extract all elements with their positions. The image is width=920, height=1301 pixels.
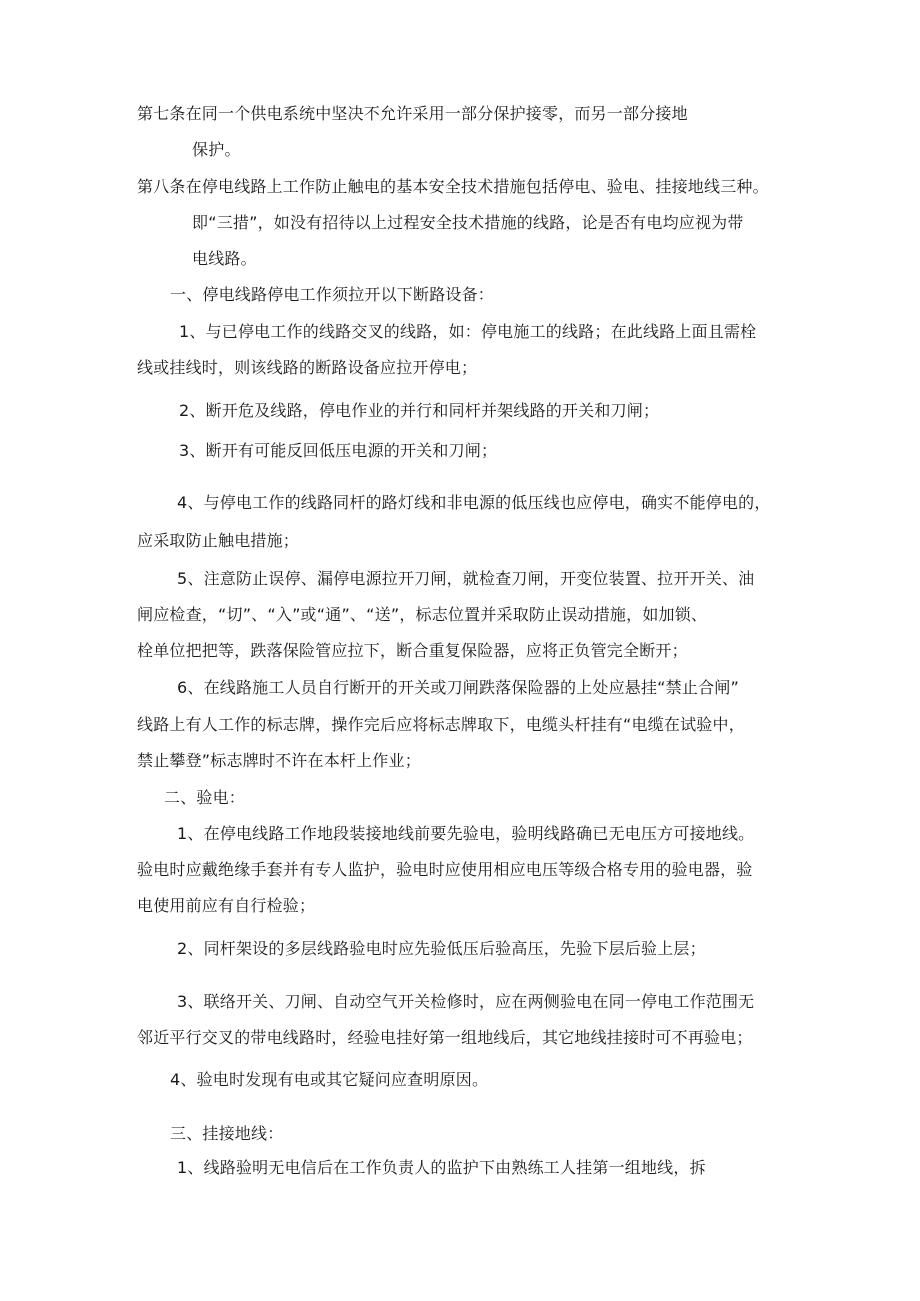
text-line: 1、与已停电工作的线路交叉的线路，如：停电施工的线路；在此线路上面且需栓	[179, 322, 757, 341]
text-line: 1、线路验明无电信后在工作负责人的监护下由熟练工人挂第一组地线，拆	[177, 1158, 706, 1177]
text-line: 栓单位把把等，跌落保险管应拉下，断合重复保险器，应将正负管完全断开；	[137, 641, 688, 660]
text-line: 1、在停电线路工作地段装接地线前要先验电，验明线路确已无电压方可接地线。	[177, 824, 755, 843]
text-line: 闸应检查，“切”、“入”或“通”、“送”，标志位置并采取防止误动措施，如加锁、	[137, 605, 708, 624]
text-line: 3、联络开关、刀闸、自动空气开关检修时，应在两侧验电在同一停电工作范围无	[177, 992, 755, 1011]
text-line: 4、验电时发现有电或其它疑问应查明原因。	[170, 1070, 489, 1089]
text-line: 验电时应戴绝缘手套并有专人监护，验电时应使用相应电压等级合格专用的验电器，验	[137, 860, 753, 879]
text-line: 线或挂线时，则该线路的断路设备应拉开停电；	[137, 358, 478, 377]
section-heading: 三、挂接地线：	[170, 1124, 284, 1143]
text-line: 6、在线路施工人员自行断开的开关或刀闸跌落保险器的上处应悬挂“禁止合闸”	[177, 678, 739, 697]
text-line: 2、断开危及线路，停电作业的并行和同杆并架线路的开关和刀闸；	[179, 401, 660, 420]
text-line: 应采取防止触电措施；	[137, 531, 300, 550]
text-line: 邻近平行交叉的带电线路时，经验电挂好第一组地线后，其它地线挂接时可不再验电；	[137, 1028, 753, 1047]
text-line: 第八条在停电线路上工作防止触电的基本安全技术措施包括停电、验电、挂接地线三种。	[137, 177, 769, 196]
text-line: 保护。	[192, 140, 241, 159]
section-heading: 一、停电线路停电工作须拉开以下断路设备：	[170, 285, 495, 304]
text-line: 电线路。	[192, 249, 257, 268]
text-line: 即“三措”，如没有招待以上过程安全技术措施的线路，论是否有电均应视为带	[192, 213, 744, 232]
text-line: 线路上有人工作的标志牌，操作完后应将标志牌取下，电缆头杆挂有“电缆在试验中，	[137, 715, 745, 734]
text-line: 第七条在同一个供电系统中坚决不允许采用一部分保护接零，而另一部分接地	[137, 104, 688, 123]
section-heading: 二、验电：	[164, 788, 246, 807]
text-line: 4、与停电工作的线路同杆的路灯线和非电源的低压线也应停电，确实不能停电的，	[177, 493, 771, 512]
text-line: 电使用前应有自行检验；	[137, 896, 316, 915]
text-line: 2、同杆架设的多层线路验电时应先验低压后验高压，先验下层后验上层；	[177, 939, 706, 958]
text-line: 3、断开有可能反回低压电源的开关和刀闸；	[179, 441, 498, 460]
text-line: 禁止攀登”标志牌时不许在本杆上作业；	[137, 751, 421, 770]
text-line: 5、注意防止误停、漏停电源拉开刀闸，就检查刀闸，开变位装置、拉开开关、油	[177, 569, 755, 588]
